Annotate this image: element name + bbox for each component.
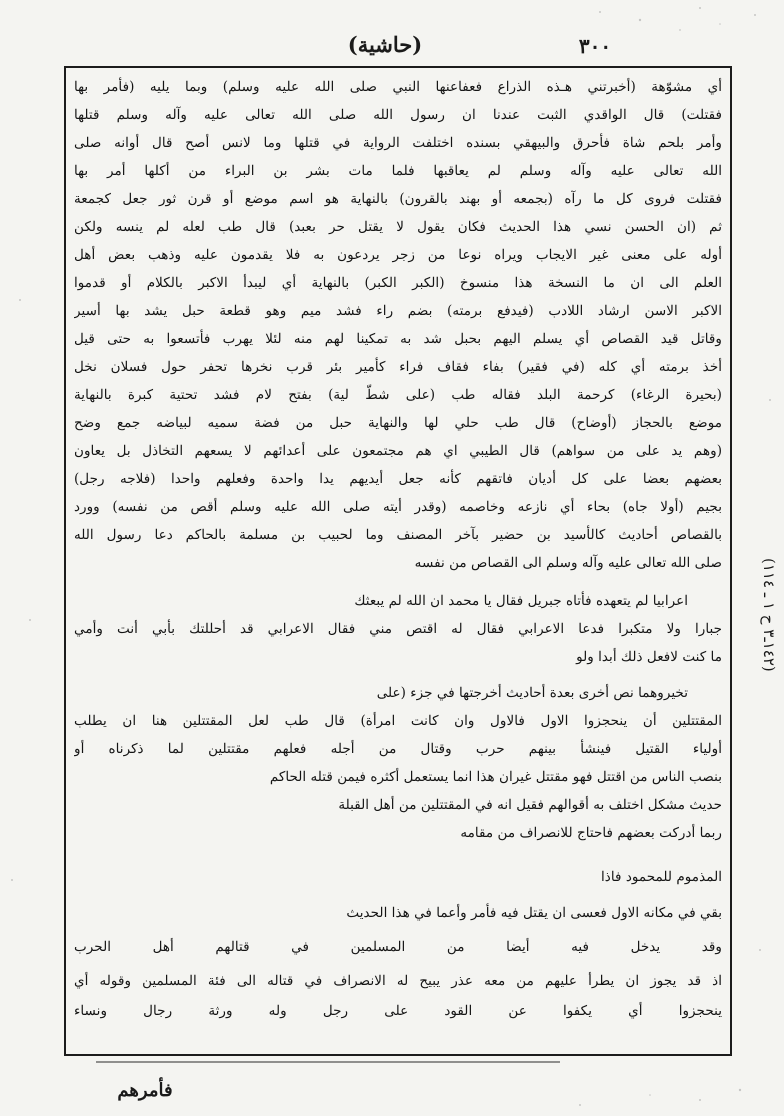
text-line: أوله على معنى غير الايجاب ويراه نوعا من زجر يردعون به فلا يقدمون عليه وذهب بعض أهل (74, 247, 722, 263)
text-line: صلى الله تعالى عليه وآله وسلم الى القصاص من نفسه (414, 555, 722, 571)
text-line: بالقصاص أحاديث كالأسيد بن حضير بآخر المصنف وما لحبيب بن مسلمة بالحاكم دعا رسول الله (74, 527, 722, 543)
catchword: فأمرهم (117, 1080, 173, 1101)
text-line: بنصب الناس من اقتتل فهو مقتتل غيران هذا انما يستعمل أكثره فيمن قتله الحاكم (269, 769, 722, 785)
text-line: وقد يدخل فيه أيضا من المسلمين في قتالهم أهل الحرب (74, 939, 722, 955)
text-line: وقاتل قيد القصاص أي يسلم اليهم بحبل شد به تمكينا لهم منه لئلا يهرب فأتسعوا به حتى قيل (74, 331, 722, 347)
text-line: اعرابيا لم يتعهده فأتاه جبريل فقال يا محمد ان الله لم يبعثك (354, 593, 688, 609)
text-line: بعضهم بعضا على كل أديان فاتقهم كأنه جعل أيديهم يدا واحدة وفعلهم واحدا (فلاجه رجل) (74, 471, 722, 487)
text-line: أي مشوّهة (أخبرتني هـذه الذراع فعفاعنها النبي صلى الله عليه وسلم) وبما يليه (فأمر بها (74, 79, 722, 95)
running-head: (حاشية) (347, 32, 423, 57)
text-line: تخيروهما نص أخرى بعدة أحاديث أخرجتها في جزء (على (376, 685, 688, 701)
text-line: المذموم للمحمود فاذا (601, 869, 722, 885)
text-line: الله تعالى عليه وآله وسلم لم يعاقبها فلما مات بشر بن البراء من أكلها أمر بها (74, 163, 722, 179)
margin-note: (١٤٢ـ٣ ح ١ ـ ١١٤) (760, 558, 778, 672)
text-line: ثم (ان الحسن نسي هذا الحديث فكان يقول لا يقتل حر بعبد) قال طب لعله لم ينسه ولكن (74, 219, 722, 235)
text-line: موضع بالحجاز (أوضاح) قال طب حلي لها والنهاية حبل من فضة سميه لبياضه جمع وضح (74, 415, 722, 431)
text-line: (وهم يد على من سواهم) قال الطيبي اي هم مجتمعون على أعدائهم لا يسعهم التخاذل بل يعاون (74, 443, 722, 459)
text-line: وأمر بلحم شاة فأحرق والبيهقي بسنده اختلفت الرواية في قتلها وما لانس أصح قال أوانه صلى (74, 135, 722, 151)
text-line: بجيم (أولا جاه) بحاء أي نازعه وخاصمه (وقدر أيته صلى الله عليه وسلم أقص من نفسه) وورد (74, 499, 722, 515)
text-line: العلم الى ان ما النسخة هذا منسوخ (الكبر الكبر) بالنهاية أي ليبدأ الاكبر بالكلام أو قدموا (74, 275, 722, 291)
page-number: ٣٠٠ (578, 34, 612, 58)
text-line: المقتتلين أن ينحجزوا الاول فالاول وان كانت امرأة) قال طب لعل المقتتلين هنا ان يطلب (74, 713, 722, 729)
page-header (0, 30, 784, 70)
text-line: أخذ برمته أي كله (في فقير) بفاء فقاف فراء كأمير بئر قرب نخرها تحفر حول فسلان نخل (74, 359, 722, 375)
text-line: ينحجزوا أي يكفوا عن القود على رجل وله ورثة رجال ونساء (74, 1003, 722, 1019)
text-line: بقي في مكانه الاول فعسى ان يقتل فيه فأمر وأعما في هذا الحديث (346, 905, 722, 921)
text-line: ما كنت لافعل ذلك أبدا ولو (576, 649, 722, 665)
text-line: فقتلت فروى كل ما رآه (بجمعه أو بهند بالقرون) بالنهاية هو اسم موضع أو قرن ثور جعل كجمعة (74, 191, 722, 207)
text-line: أولياء القتيل فينشأ بينهم حرب وقتال من أجله فعلهم مقتتلين لما ذكرناه أو (74, 741, 722, 757)
text-line: اذ قد يجوز ان يطرأ عليهم من معه عذر يبيح له الانصراف في قتاله الى فئة المسلمين وقوله أي (74, 973, 722, 989)
text-line: فقتلت) قال الواقدي الثبت عندنا ان رسول الله صلى الله تعالى عليه وآله وسلم قتلها (74, 107, 722, 123)
text-line: ربما أدركت بعضهم فاحتاج للانصراف من مقامه (460, 825, 722, 841)
text-line: جبارا ولا متكبرا فدعا الاعرابي فقال له اقتص مني فقال الاعرابي قد أحللتك بأبي أنت وأمي (74, 621, 722, 637)
text-line: (بحيرة الرغاء) كرحمة البلد فقاله طب (على شطّ لية) بفتح لام فشد تحتية كبرة بالنهاية (74, 387, 722, 403)
text-line: حديث مشكل اختلف به أقوالهم فقيل انه في المقتتلين من أهل القبلة (338, 797, 722, 813)
text-line: الاكبر الاسن ارشاد اللادب (فيدفع برمته) بضم راء فشد ميم وهو قطعة حبل يشد بها أسير (74, 303, 722, 319)
